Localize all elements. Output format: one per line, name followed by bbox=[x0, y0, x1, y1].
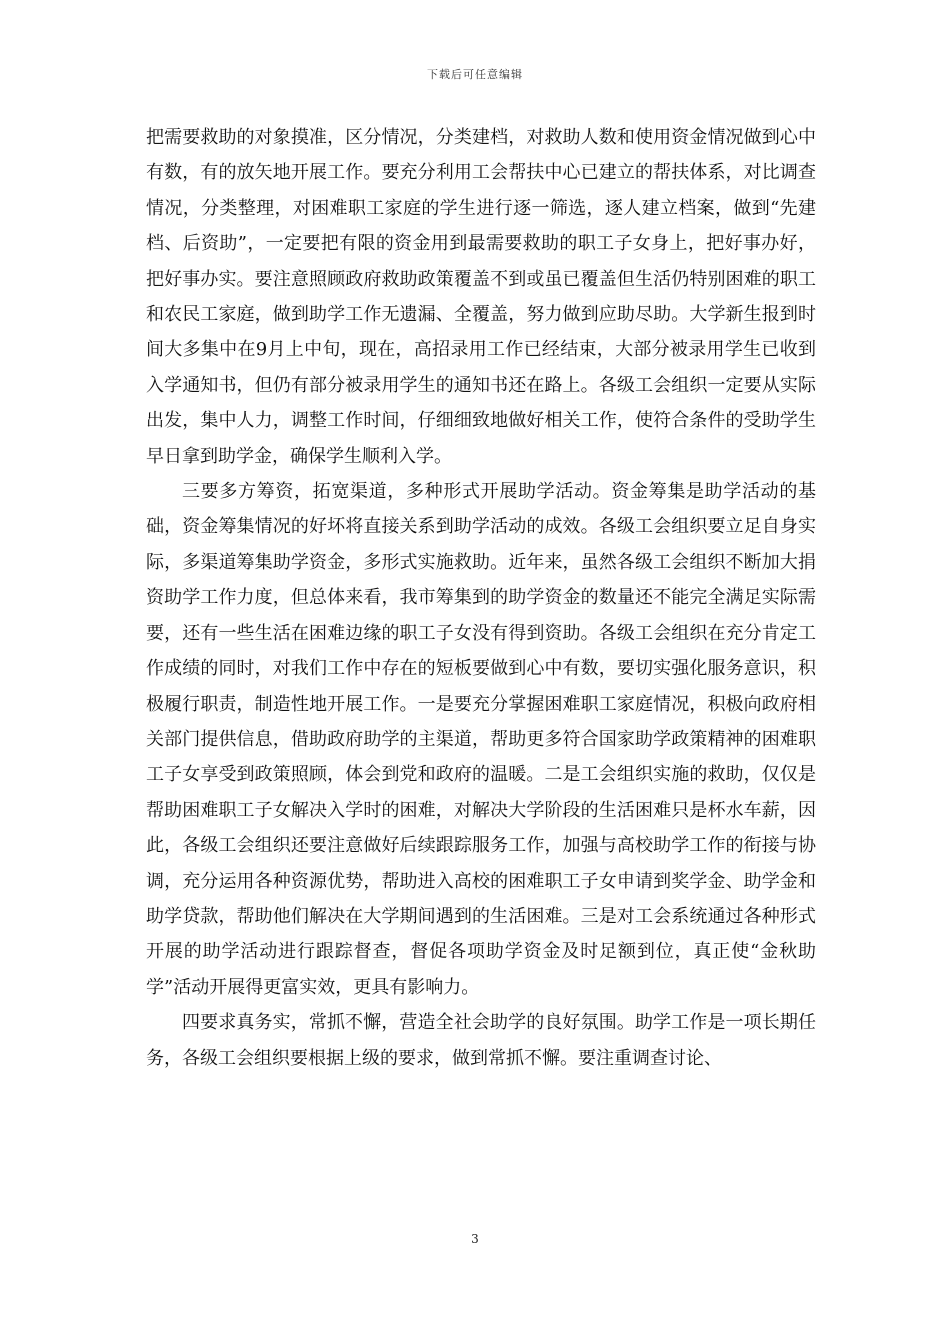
page-header: 下载后可任意编辑 bbox=[427, 68, 523, 81]
paragraph-fundraising: 三要多方筹资，拓宽渠道，多种形式开展助学活动。资金筹集是助学活动的基础，资金筹集情况的好坏将直接关系到助学活动的成效。各级工会组织要立足自身实际，多渠道筹集助学资金，多形式实施救助。近年来，虽然各级工会组织不断加大捐资助学工作力度，但总体来看，我市筹集到的助学资金的数量还不能完全满足实际需要，还有一些生活在困难边缘的职工子女没有得到资助。各级工会组织在充分肯定工作成绩的同时，对我们工作中存在的短板要做到心中有数，要切实强化服务意识，积极履行职责，制造性地开展工作。一是要充分掌握困难职工家庭情况，积极向政府相关部门提供信息，借助政府助学的主渠道，帮助更多符合国家助学政策精神的困难职工子女享受到政策照顾，体会到党和政府的温暖。二是工会组织实施的救助，仅仅是帮助困难职工子女解决入学时的困难，对解决大学阶段的生活困难只是杯水车薪，因此，各级工会组织还要注意做好后续跟踪服务工作，加强与高校助学工作的衔接与协调，充分运用各种资源优势，帮助进入高校的困难职工子女申请到奖学金、助学金和助学贷款，帮助他们解决在大学期间遇到的生活困难。三是对工会系统通过各种形式开展的助学活动进行跟踪督查，督促各项助学资金及时足额到位，真正使“金秋助学”活动开展得更富实效，更具有影响力。 bbox=[146, 481, 816, 998]
page-number: 3 bbox=[471, 1232, 479, 1246]
document-body bbox=[146, 120, 816, 1076]
paragraph-continuation: 把需要救助的对象摸准，区分情况，分类建档，对救助人数和使用资金情况做到心中有数，有的放矢地开展工作。要充分利用工会帮扶中心已建立的帮扶体系，对比调查情况，分类整理，对困难职工家庭的学生进行逐一筛选，逐人建立档案，做到“先建档、后资助”，一定要把有限的资金用到最需要救助的职工子女身上，把好事办好，把好事办实。要注意照顾政府救助政策覆盖不到或虽已覆盖但生活仍特别困难的职工和农民工家庭，做到助学工作无遗漏、全覆盖，努力做到应助尽助。大学新生报到时间大多集中在9月上中旬，现在，高招录用工作已经结束，大部分被录用学生已收到入学通知书，但仍有部分被录用学生的通知书还在路上。各级工会组织一定要从实际出发，集中人力，调整工作时间，仔细细致地做好相关工作，使符合条件的受助学生早日拿到助学金，确保学生顺利入学。 bbox=[146, 127, 816, 467]
paragraph-persistence: 四要求真务实，常抓不懈，营造全社会助学的良好氛围。助学工作是一项长期任务，各级工会组织要根据上级的要求，做到常抓不懈。要注重调查讨论、 bbox=[146, 1012, 816, 1069]
